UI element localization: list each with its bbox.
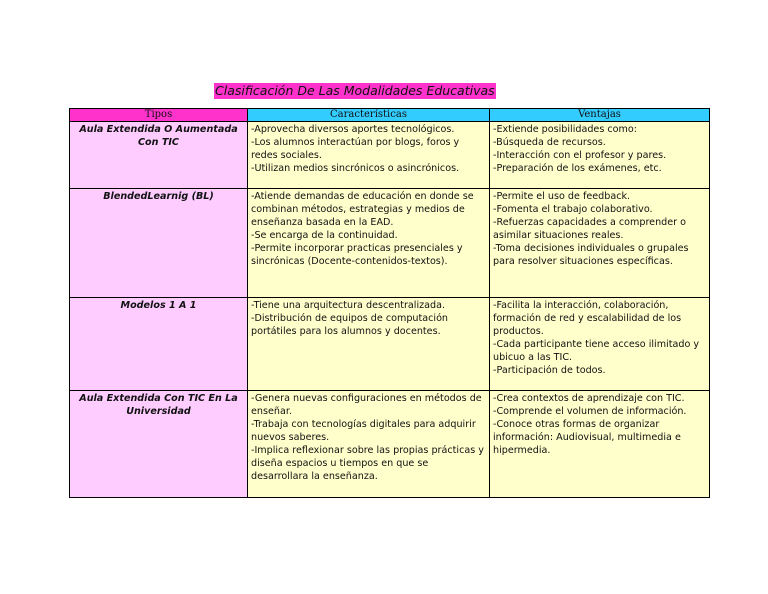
- list-item: -Permite el uso de feedback.: [493, 191, 631, 202]
- list-item: -Participación de todos.: [493, 365, 606, 376]
- list-item: -Implica reflexionar sobre las propias prácticas y diseña espacios u tiempos en que se desarrollara la enseñanza.: [251, 445, 488, 482]
- ventajas-cell: [490, 298, 710, 391]
- tipo-cell: Modelos 1 A 1: [70, 298, 248, 391]
- list-item: -Crea contextos de aprendizaje con TIC.: [493, 393, 685, 404]
- list-item: -Interacción con el profesor y pares.: [493, 150, 667, 161]
- list-item: -Refuerzas capacidades a comprender o asimilar situaciones reales.: [493, 217, 690, 241]
- caracteristicas-cell: [248, 298, 490, 391]
- list-item: -Búsqueda de recursos.: [493, 137, 606, 148]
- caracteristicas-cell: [248, 189, 490, 298]
- tipo-cell: Aula Extendida O Aumentada Con TIC: [70, 122, 248, 189]
- classification-table: [69, 108, 710, 498]
- table-row: [70, 189, 710, 298]
- header-ventajas: Ventajas: [490, 109, 710, 122]
- list-item: -Toma decisiones individuales o grupales para resolver situaciones específicas.: [493, 243, 692, 267]
- list-item: -Distribución de equipos de computación portátiles para los alumnos y docentes.: [251, 313, 452, 337]
- table-row: [70, 122, 710, 189]
- list-item: -Trabaja con tecnologías digitales para adquirir nuevos saberes.: [251, 419, 479, 443]
- list-item: -Facilita la interacción, colaboración, formación de red y escalabilidad de los productos.: [493, 300, 685, 337]
- list-item: -Atiende demandas de educación en donde se combinan métodos, estrategias y medios de enseñanza basada en la EAD.: [251, 191, 477, 228]
- caracteristicas-cell: [248, 122, 490, 189]
- ventajas-cell: [490, 189, 710, 298]
- tipo-cell: BlendedLearnig (BL): [70, 189, 248, 298]
- ventajas-cell: [490, 122, 710, 189]
- table-row: [70, 298, 710, 391]
- list-item: -Los alumnos interactúan por blogs, foros y redes sociales.: [251, 137, 463, 161]
- list-item: -Fomenta el trabajo colaborativo.: [493, 204, 653, 215]
- list-item: -Cada participante tiene acceso ilimitado y ubicuo a las TIC.: [493, 339, 703, 363]
- list-item: -Tiene una arquitectura descentralizada.: [251, 300, 446, 311]
- tipo-cell: Aula Extendida Con TIC En La Universidad: [70, 391, 248, 498]
- list-item: -Extiende posibilidades como:: [493, 124, 637, 135]
- caracteristicas-cell: [248, 391, 490, 498]
- list-item: -Utilizan medios sincrónicos o asincrónicos.: [251, 163, 460, 174]
- list-item: -Se encarga de la continuidad.: [251, 230, 398, 241]
- header-tipos: Tipos: [70, 109, 248, 122]
- table-row: [70, 391, 710, 498]
- list-item: -Genera nuevas configuraciones en métodos de enseñar.: [251, 393, 485, 417]
- table-header-row: [70, 109, 710, 122]
- list-item: -Conoce otras formas de organizar información: Audiovisual, multimedia e hipermedia.: [493, 419, 684, 456]
- list-item: -Comprende el volumen de información.: [493, 406, 687, 417]
- list-item: -Permite incorporar practicas presenciales y sincrónicas (Docente-contenidos-textos).: [251, 243, 466, 267]
- header-caracteristicas: Características: [248, 109, 490, 122]
- ventajas-cell: [490, 391, 710, 498]
- document-title: Clasificación De Las Modalidades Educativas: [215, 83, 495, 98]
- list-item: -Preparación de los exámenes, etc.: [493, 163, 662, 174]
- list-item: -Aprovecha diversos aportes tecnológicos.: [251, 124, 455, 135]
